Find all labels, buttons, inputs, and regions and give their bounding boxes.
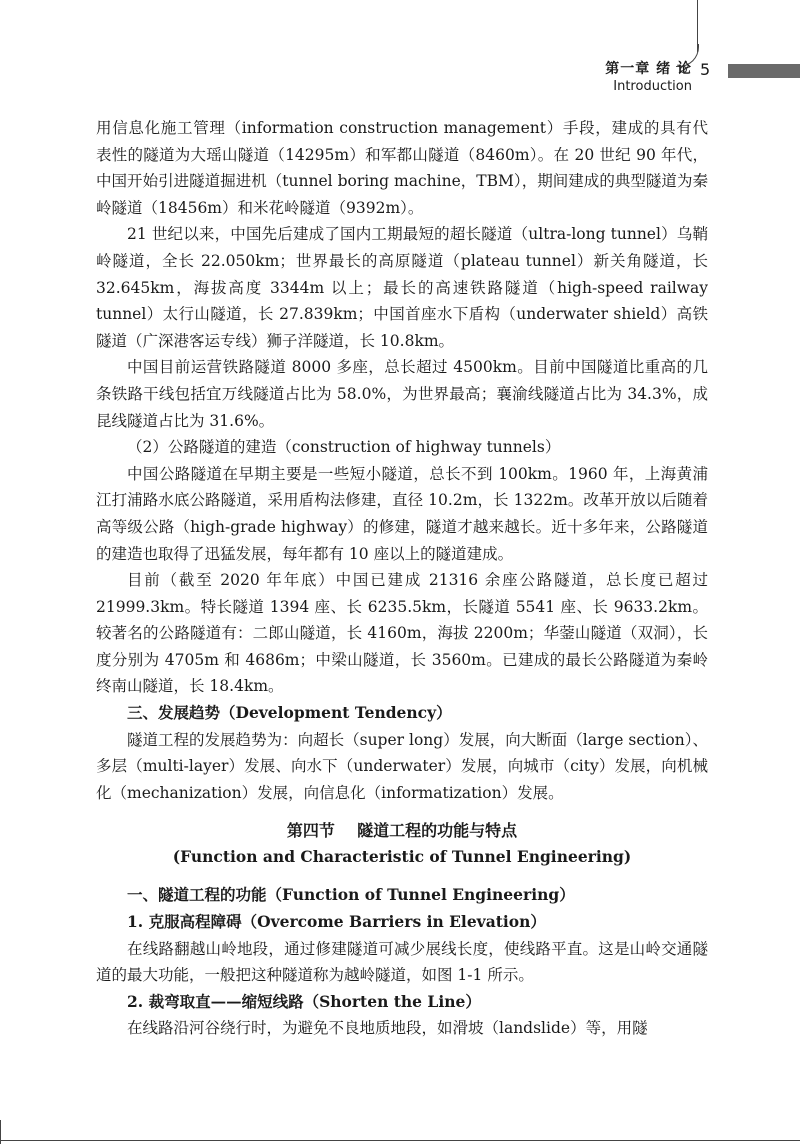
page-number: 5 bbox=[700, 60, 711, 79]
heading-development-tendency: 三、发展趋势（Development Tendency） bbox=[127, 703, 452, 723]
paragraph: 目前（截至 2020 年年底）中国已建成 21316 余座公路隧道，总长度已超过 21999.3km。特长隧道 1394 座、长 6235.5km，长隧道 5541 座、长 9633.2km。较著名的公路隧道有：二郎山隧道，长 4160m，海拔 2200m；华蓥山隧道（双洞），长度分别为 4705m 和 4686m；中梁山隧道，长 3560m。已建成的最长公路隧道为秦岭终南山隧道，长 18.4km。 bbox=[96, 571, 708, 696]
heading-function: 一、隧道工程的功能（Function of Tunnel Engineering） bbox=[127, 885, 575, 905]
paragraph: 隧道工程的发展趋势为：向超长（super long）发展，向大断面（large section）、多层（multi-layer）发展、向水下（underwater）发展，向城市（city）发展，向机械化（mechanization）发展，向信息化（informatization）发展。 bbox=[96, 730, 708, 802]
page-body bbox=[96, 115, 708, 1042]
paragraph: 用信息化施工管理（information construction management）手段，建成的具有代表性的隧道为大瑶山隧道（14295m）和军都山隧道（8460m）。在 20 世纪 90 年代，中国开始引进隧道掘进机（tunnel boring machine，TBM），期间建成的典型隧道为秦岭隧道（18456m）和米花岭隧道（9392m）。 bbox=[96, 119, 708, 217]
paragraph: 在线路沿河谷绕行时，为避免不良地质地段，如滑坡（landslide）等，用隧 bbox=[127, 1019, 648, 1038]
heading-overcome-barriers: 1. 克服高程障碍（Overcome Barriers in Elevation） bbox=[127, 912, 546, 932]
heading-shorten-line: 2. 裁弯取直——缩短线路（Shorten the Line） bbox=[127, 991, 481, 1011]
running-header bbox=[605, 58, 692, 94]
page-frame-line bbox=[0, 1140, 800, 1141]
chapter-subtitle: Introduction bbox=[613, 79, 692, 94]
paragraph: 21 世纪以来，中国先后建成了国内工期最短的超长隧道（ultra-long tunnel）乌鞘岭隧道，全长 22.050km；世界最长的高原隧道（plateau tunnel）新关角隧道，长 32.645km，海拔高度 3344m 以上；最长的高速铁路隧道（high-speed railway tunnel）太行山隧道，长 27.839km；中国首座水下盾构（underwater shield）高铁隧道（广深港客运专线）狮子洋隧道，长 10.8km。 bbox=[96, 225, 708, 350]
chapter-title: 第一章 绪 论 bbox=[605, 61, 692, 77]
paragraph: 中国公路隧道在早期主要是一些短小隧道，总长不到 100km。1960 年，上海黄浦江打浦路水底公路隧道，采用盾构法修建，直径 10.2m，长 1322m。改革开放以后随着高等级公路（high-grade highway）的修建，隧道才越来越长。近十多年来，公路隧道的建造也取得了迅猛发展，每年都有 10 座以上的隧道建成。 bbox=[96, 464, 708, 563]
subheading: （2）公路隧道的建造（construction of highway tunnels） bbox=[127, 438, 561, 457]
header-dot-icon bbox=[680, 66, 687, 73]
paragraph: 在线路翻越山岭地段，通过修建隧道可减少展线长度，使线路平直。这是山岭交通隧道的最大功能，一般把这种隧道称为越岭隧道，如图 1-1 所示。 bbox=[96, 939, 708, 985]
section-title-en: (Function and Characteristic of Tunnel Engineering) bbox=[172, 847, 632, 867]
chapter-tab-marker bbox=[728, 64, 800, 78]
section-title: 第四节 隧道工程的功能与特点 bbox=[286, 821, 518, 841]
paragraph: 中国目前运营铁路隧道 8000 多座，总长超过 4500km。目前中国隧道比重高的几条铁路干线包括宜万线隧道占比为 58.0%，为世界最高；襄渝线隧道占比为 34.3%，成昆线隧道占比为 31.6%。 bbox=[96, 358, 708, 430]
